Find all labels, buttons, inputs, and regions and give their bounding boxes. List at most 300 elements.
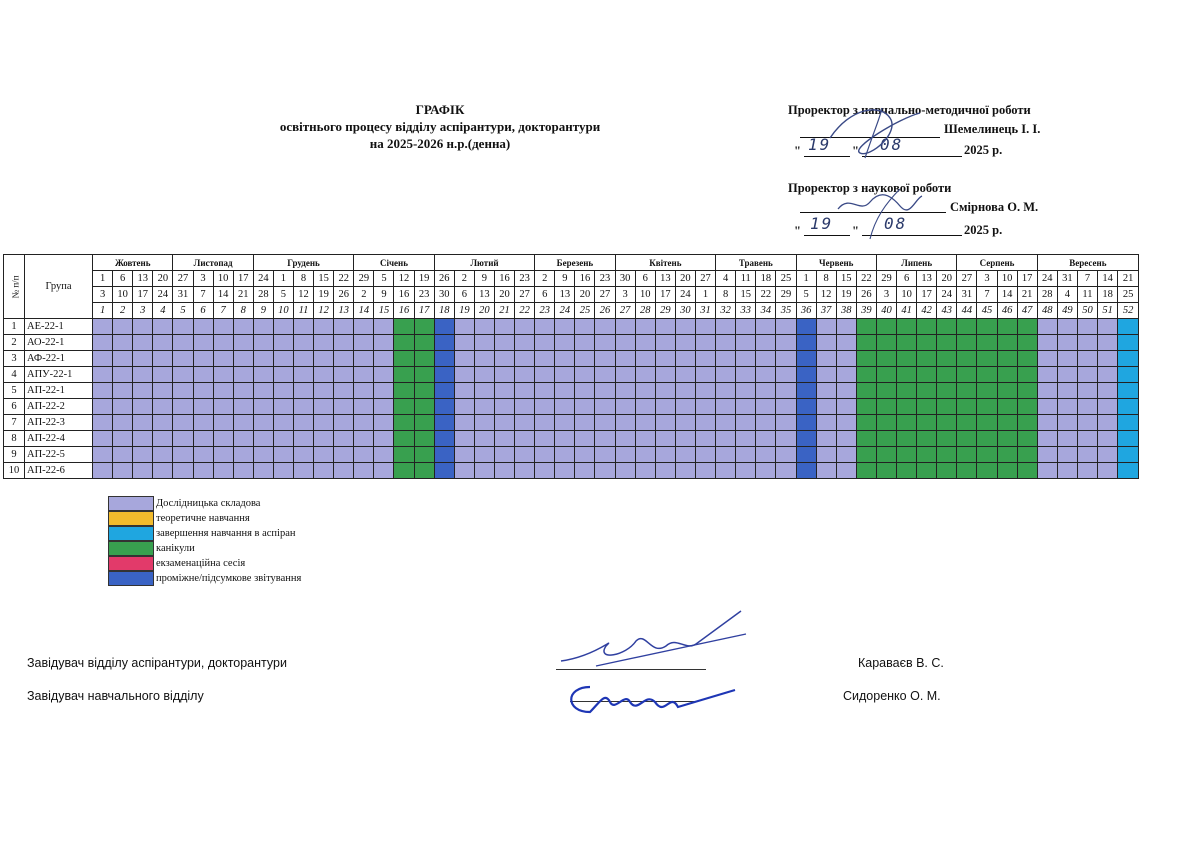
week-start-date: 21 bbox=[1118, 271, 1139, 287]
schedule-cell bbox=[635, 367, 655, 383]
week-number: 11 bbox=[293, 303, 313, 319]
schedule-cell bbox=[756, 399, 776, 415]
week-start-date: 19 bbox=[414, 271, 434, 287]
schedule-cell bbox=[133, 399, 153, 415]
approval-1-year: 2025 р. bbox=[964, 143, 1003, 157]
schedule-cell bbox=[917, 319, 937, 335]
week-start-date: 20 bbox=[937, 271, 957, 287]
week-start-date: 2 bbox=[535, 271, 555, 287]
schedule-cell bbox=[374, 415, 394, 431]
approval-1-month: 08 bbox=[880, 135, 904, 154]
schedule-cell bbox=[233, 335, 253, 351]
schedule-cell bbox=[93, 351, 113, 367]
schedule-cell bbox=[253, 463, 273, 479]
schedule-cell bbox=[1057, 335, 1077, 351]
month-header: Вересень bbox=[1037, 255, 1138, 271]
schedule-cell bbox=[897, 335, 917, 351]
legend-swatch-research bbox=[108, 496, 154, 511]
approval-2-year: 2025 р. bbox=[964, 223, 1003, 237]
schedule-cell bbox=[1098, 415, 1118, 431]
schedule-cell bbox=[595, 415, 615, 431]
schedule-cell bbox=[796, 399, 816, 415]
week-end-date: 11 bbox=[1077, 287, 1097, 303]
week-end-date: 6 bbox=[454, 287, 474, 303]
week-start-date: 22 bbox=[334, 271, 354, 287]
week-number: 44 bbox=[957, 303, 977, 319]
week-number: 15 bbox=[374, 303, 394, 319]
schedule-cell bbox=[776, 447, 796, 463]
schedule-cell bbox=[1077, 447, 1097, 463]
row-number: 4 bbox=[4, 367, 25, 383]
schedule-cell bbox=[494, 447, 514, 463]
week-number: 9 bbox=[253, 303, 273, 319]
week-start-date: 1 bbox=[93, 271, 113, 287]
week-start-date: 25 bbox=[776, 271, 796, 287]
schedule-cell bbox=[695, 319, 715, 335]
schedule-cell bbox=[314, 367, 334, 383]
schedule-cell bbox=[253, 447, 273, 463]
schedule-cell bbox=[1057, 399, 1077, 415]
approval-1-role: Проректор з навчально-методичної роботи bbox=[788, 103, 1031, 117]
schedule-cell bbox=[334, 431, 354, 447]
schedule-cell bbox=[1057, 463, 1077, 479]
schedule-cell bbox=[675, 463, 695, 479]
schedule-cell bbox=[615, 415, 635, 431]
schedule-cell bbox=[957, 463, 977, 479]
month-header: Грудень bbox=[253, 255, 354, 271]
schedule-cell bbox=[917, 335, 937, 351]
week-number: 20 bbox=[474, 303, 494, 319]
week-end-date: 16 bbox=[394, 287, 414, 303]
footer-signature-1 bbox=[556, 606, 756, 676]
schedule-cell bbox=[314, 383, 334, 399]
schedule-cell bbox=[1118, 367, 1139, 383]
schedule-cell bbox=[816, 335, 836, 351]
schedule-cell bbox=[937, 399, 957, 415]
schedule-cell bbox=[1037, 335, 1057, 351]
schedule-cell bbox=[997, 351, 1017, 367]
schedule-cell bbox=[293, 351, 313, 367]
schedule-cell bbox=[655, 447, 675, 463]
week-start-date: 29 bbox=[354, 271, 374, 287]
schedule-cell bbox=[997, 463, 1017, 479]
schedule-cell bbox=[716, 399, 736, 415]
schedule-cell bbox=[836, 319, 856, 335]
schedule-cell bbox=[595, 399, 615, 415]
schedule-cell bbox=[394, 447, 414, 463]
schedule-cell bbox=[575, 431, 595, 447]
week-start-date: 15 bbox=[836, 271, 856, 287]
schedule-cell bbox=[816, 367, 836, 383]
week-end-date: 5 bbox=[273, 287, 293, 303]
schedule-cell bbox=[434, 415, 454, 431]
week-start-date: 6 bbox=[897, 271, 917, 287]
schedule-cell bbox=[1118, 335, 1139, 351]
schedule-cell bbox=[756, 431, 776, 447]
schedule-cell bbox=[293, 463, 313, 479]
schedule-cell bbox=[173, 335, 193, 351]
schedule-cell bbox=[776, 415, 796, 431]
schedule-cell bbox=[1057, 383, 1077, 399]
schedule-cell bbox=[133, 415, 153, 431]
legend-swatch-vacation bbox=[108, 541, 154, 556]
schedule-cell bbox=[917, 431, 937, 447]
legend-item bbox=[108, 556, 301, 571]
footer-signature-2 bbox=[560, 672, 760, 727]
table-row bbox=[4, 335, 1139, 351]
schedule-cell bbox=[1037, 415, 1057, 431]
schedule-cell bbox=[314, 319, 334, 335]
schedule-cell bbox=[1077, 335, 1097, 351]
schedule-cell bbox=[173, 431, 193, 447]
schedule-cell bbox=[354, 335, 374, 351]
approval-2-name: Смірнова О. М. bbox=[950, 200, 1039, 214]
schedule-cell bbox=[957, 431, 977, 447]
week-number: 22 bbox=[515, 303, 535, 319]
schedule-cell bbox=[876, 415, 896, 431]
schedule-cell bbox=[173, 351, 193, 367]
schedule-cell bbox=[494, 415, 514, 431]
schedule-cell bbox=[1118, 399, 1139, 415]
schedule-cell bbox=[776, 367, 796, 383]
week-end-date: 12 bbox=[293, 287, 313, 303]
week-end-date: 13 bbox=[474, 287, 494, 303]
schedule-cell bbox=[233, 431, 253, 447]
week-number: 32 bbox=[716, 303, 736, 319]
schedule-cell bbox=[173, 463, 193, 479]
schedule-cell bbox=[273, 335, 293, 351]
schedule-cell bbox=[273, 399, 293, 415]
week-start-date: 31 bbox=[1057, 271, 1077, 287]
schedule-cell bbox=[434, 351, 454, 367]
schedule-cell bbox=[93, 415, 113, 431]
schedule-cell bbox=[957, 383, 977, 399]
schedule-cell bbox=[736, 431, 756, 447]
week-number: 48 bbox=[1037, 303, 1057, 319]
week-start-date: 16 bbox=[575, 271, 595, 287]
month-header: Листопад bbox=[173, 255, 253, 271]
schedule-cell bbox=[374, 319, 394, 335]
schedule-cell bbox=[515, 431, 535, 447]
schedule-cell bbox=[153, 351, 173, 367]
schedule-cell bbox=[1098, 351, 1118, 367]
approval-2-quote-close: " bbox=[852, 224, 859, 238]
col-header-number bbox=[4, 255, 25, 319]
schedule-cell bbox=[253, 431, 273, 447]
schedule-cell bbox=[555, 415, 575, 431]
week-end-date: 3 bbox=[615, 287, 635, 303]
schedule-cell bbox=[1057, 351, 1077, 367]
week-number: 38 bbox=[836, 303, 856, 319]
schedule-cell bbox=[193, 431, 213, 447]
schedule-cell bbox=[876, 335, 896, 351]
legend-label: канікули bbox=[156, 543, 195, 554]
schedule-cell bbox=[414, 367, 434, 383]
legend-swatch-completion bbox=[108, 526, 154, 541]
schedule-cell bbox=[153, 447, 173, 463]
schedule-cell bbox=[655, 415, 675, 431]
schedule-cell bbox=[173, 383, 193, 399]
schedule-cell bbox=[555, 383, 575, 399]
schedule-cell bbox=[555, 399, 575, 415]
week-start-date: 20 bbox=[153, 271, 173, 287]
schedule-cell bbox=[897, 463, 917, 479]
week-end-date: 14 bbox=[997, 287, 1017, 303]
schedule-cell bbox=[716, 431, 736, 447]
legend-label: теоретичне навчання bbox=[156, 513, 250, 524]
schedule-cell bbox=[977, 463, 997, 479]
schedule-cell bbox=[876, 367, 896, 383]
schedule-cell bbox=[153, 367, 173, 383]
week-number: 40 bbox=[876, 303, 896, 319]
group-name: АО-22-1 bbox=[25, 335, 93, 351]
month-header: Січень bbox=[354, 255, 434, 271]
week-start-date: 20 bbox=[675, 271, 695, 287]
week-end-date: 10 bbox=[897, 287, 917, 303]
schedule-cell bbox=[133, 335, 153, 351]
schedule-cell bbox=[736, 383, 756, 399]
schedule-cell bbox=[273, 447, 293, 463]
schedule-cell bbox=[897, 447, 917, 463]
schedule-cell bbox=[434, 431, 454, 447]
schedule-cell bbox=[434, 367, 454, 383]
table-row bbox=[4, 447, 1139, 463]
week-start-date: 23 bbox=[515, 271, 535, 287]
title-line-3: на 2025-2026 н.р.(денна) bbox=[369, 136, 511, 151]
schedule-table bbox=[3, 254, 1139, 479]
schedule-cell bbox=[113, 383, 133, 399]
schedule-cell bbox=[615, 383, 635, 399]
week-number: 21 bbox=[494, 303, 514, 319]
schedule-cell bbox=[494, 367, 514, 383]
schedule-cell bbox=[937, 351, 957, 367]
approval-2-month: 08 bbox=[884, 214, 908, 233]
schedule-cell bbox=[655, 351, 675, 367]
schedule-cell bbox=[856, 351, 876, 367]
schedule-cell bbox=[454, 335, 474, 351]
week-end-date: 7 bbox=[977, 287, 997, 303]
schedule-cell bbox=[635, 351, 655, 367]
schedule-cell bbox=[193, 463, 213, 479]
schedule-cell bbox=[736, 319, 756, 335]
schedule-cell bbox=[494, 463, 514, 479]
schedule-cell bbox=[695, 415, 715, 431]
schedule-cell bbox=[474, 415, 494, 431]
row-number: 7 bbox=[4, 415, 25, 431]
schedule-cell bbox=[474, 463, 494, 479]
schedule-cell bbox=[595, 335, 615, 351]
schedule-cell bbox=[736, 351, 756, 367]
schedule-cell bbox=[153, 415, 173, 431]
schedule-cell bbox=[535, 351, 555, 367]
schedule-cell bbox=[434, 319, 454, 335]
schedule-cell bbox=[334, 447, 354, 463]
schedule-cell bbox=[153, 463, 173, 479]
schedule-cell bbox=[675, 367, 695, 383]
schedule-cell bbox=[293, 399, 313, 415]
schedule-cell bbox=[836, 367, 856, 383]
week-end-date: 17 bbox=[133, 287, 153, 303]
week-start-date: 24 bbox=[1037, 271, 1057, 287]
schedule-cell bbox=[253, 319, 273, 335]
week-end-date: 26 bbox=[334, 287, 354, 303]
week-start-date: 11 bbox=[736, 271, 756, 287]
week-end-date: 10 bbox=[113, 287, 133, 303]
schedule-cell bbox=[997, 399, 1017, 415]
week-number: 42 bbox=[917, 303, 937, 319]
legend-label: екзаменаційна сесія bbox=[156, 558, 246, 569]
week-end-date: 26 bbox=[856, 287, 876, 303]
schedule-cell bbox=[816, 383, 836, 399]
week-start-date: 30 bbox=[615, 271, 635, 287]
week-number: 24 bbox=[555, 303, 575, 319]
schedule-cell bbox=[856, 447, 876, 463]
schedule-cell bbox=[414, 447, 434, 463]
legend-item bbox=[108, 571, 301, 586]
schedule-cell bbox=[273, 383, 293, 399]
schedule-cell bbox=[193, 351, 213, 367]
week-number: 17 bbox=[414, 303, 434, 319]
week-start-date: 13 bbox=[917, 271, 937, 287]
schedule-cell bbox=[454, 463, 474, 479]
schedule-cell bbox=[756, 319, 776, 335]
schedule-cell bbox=[716, 383, 736, 399]
schedule-cell bbox=[213, 383, 233, 399]
week-end-date: 14 bbox=[213, 287, 233, 303]
schedule-cell bbox=[635, 463, 655, 479]
schedule-cell bbox=[1057, 319, 1077, 335]
schedule-cell bbox=[675, 399, 695, 415]
schedule-cell bbox=[414, 351, 434, 367]
schedule-cell bbox=[716, 319, 736, 335]
schedule-cell bbox=[796, 319, 816, 335]
schedule-cell bbox=[93, 319, 113, 335]
legend-item bbox=[108, 496, 301, 511]
schedule-cell bbox=[937, 383, 957, 399]
month-header: Серпень bbox=[957, 255, 1037, 271]
schedule-cell bbox=[997, 335, 1017, 351]
schedule-cell bbox=[474, 399, 494, 415]
schedule-cell bbox=[977, 319, 997, 335]
schedule-cell bbox=[575, 367, 595, 383]
schedule-cell bbox=[535, 463, 555, 479]
schedule-cell bbox=[1017, 383, 1037, 399]
approval-2-quote-open: " bbox=[794, 224, 801, 238]
schedule-cell bbox=[515, 367, 535, 383]
schedule-cell bbox=[615, 399, 635, 415]
schedule-cell bbox=[474, 431, 494, 447]
schedule-cell bbox=[756, 383, 776, 399]
schedule-cell bbox=[675, 351, 695, 367]
week-end-date: 21 bbox=[1017, 287, 1037, 303]
schedule-cell bbox=[394, 319, 414, 335]
schedule-cell bbox=[1077, 399, 1097, 415]
month-header: Лютий bbox=[434, 255, 535, 271]
schedule-cell bbox=[1037, 351, 1057, 367]
table-row bbox=[4, 367, 1139, 383]
schedule-cell bbox=[917, 463, 937, 479]
week-number: 45 bbox=[977, 303, 997, 319]
schedule-cell bbox=[876, 431, 896, 447]
table-row bbox=[4, 431, 1139, 447]
week-start-date: 13 bbox=[655, 271, 675, 287]
row-number: 2 bbox=[4, 335, 25, 351]
week-start-date: 27 bbox=[957, 271, 977, 287]
schedule-cell bbox=[93, 431, 113, 447]
schedule-cell bbox=[253, 335, 273, 351]
schedule-cell bbox=[655, 399, 675, 415]
schedule-cell bbox=[334, 415, 354, 431]
legend-item bbox=[108, 511, 301, 526]
week-end-date: 4 bbox=[1057, 287, 1077, 303]
schedule-cell bbox=[796, 367, 816, 383]
schedule-cell bbox=[1118, 447, 1139, 463]
schedule-cell bbox=[334, 383, 354, 399]
schedule-cell bbox=[575, 319, 595, 335]
schedule-cell bbox=[213, 463, 233, 479]
schedule-cell bbox=[997, 319, 1017, 335]
schedule-cell bbox=[454, 431, 474, 447]
week-start-date: 9 bbox=[474, 271, 494, 287]
schedule-cell bbox=[454, 399, 474, 415]
schedule-cell bbox=[515, 399, 535, 415]
week-start-date: 29 bbox=[876, 271, 896, 287]
schedule-cell bbox=[454, 319, 474, 335]
week-end-date: 5 bbox=[796, 287, 816, 303]
schedule-cell bbox=[836, 399, 856, 415]
schedule-cell bbox=[816, 399, 836, 415]
schedule-cell bbox=[354, 351, 374, 367]
schedule-cell bbox=[213, 431, 233, 447]
schedule-cell bbox=[856, 383, 876, 399]
schedule-cell bbox=[394, 415, 414, 431]
week-start-date: 14 bbox=[1098, 271, 1118, 287]
schedule-cell bbox=[937, 367, 957, 383]
schedule-cell bbox=[836, 335, 856, 351]
schedule-cell bbox=[233, 463, 253, 479]
schedule-cell bbox=[535, 335, 555, 351]
schedule-cell bbox=[695, 463, 715, 479]
schedule-cell bbox=[796, 383, 816, 399]
week-number: 25 bbox=[575, 303, 595, 319]
schedule-cell bbox=[515, 447, 535, 463]
schedule-cell bbox=[113, 367, 133, 383]
schedule-cell bbox=[273, 319, 293, 335]
schedule-cell bbox=[293, 415, 313, 431]
schedule-cell bbox=[233, 319, 253, 335]
schedule-cell bbox=[615, 367, 635, 383]
schedule-cell bbox=[515, 351, 535, 367]
schedule-cell bbox=[434, 447, 454, 463]
schedule-cell bbox=[354, 383, 374, 399]
week-number: 51 bbox=[1098, 303, 1118, 319]
schedule-cell bbox=[897, 367, 917, 383]
week-end-date: 8 bbox=[716, 287, 736, 303]
schedule-cell bbox=[1037, 431, 1057, 447]
approval-1-name: Шемелинець І. І. bbox=[944, 122, 1041, 136]
schedule-cell bbox=[555, 431, 575, 447]
row-number: 6 bbox=[4, 399, 25, 415]
week-number: 14 bbox=[354, 303, 374, 319]
schedule-cell bbox=[113, 431, 133, 447]
schedule-cell bbox=[454, 415, 474, 431]
schedule-cell bbox=[293, 335, 313, 351]
schedule-cell bbox=[1118, 463, 1139, 479]
week-number: 3 bbox=[133, 303, 153, 319]
schedule-cell bbox=[414, 431, 434, 447]
schedule-cell bbox=[434, 399, 454, 415]
week-number: 28 bbox=[635, 303, 655, 319]
